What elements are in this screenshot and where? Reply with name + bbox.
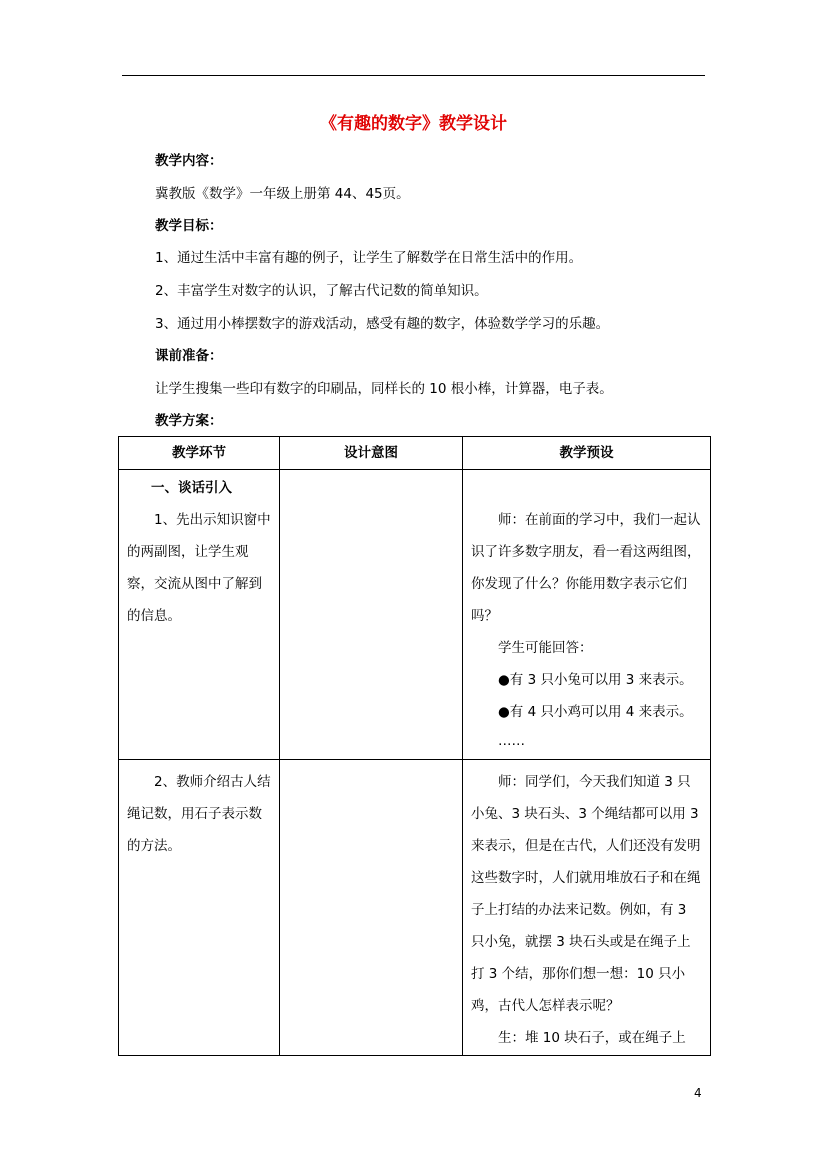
section-prep-heading: 课前准备：	[155, 348, 223, 364]
row1-preset-bullet-1: ●有 3 只小兔可以用 3 来表示。	[498, 672, 693, 688]
goal-item-2: 2、丰富学生对数字的认识，了解古代记数的简单知识。	[155, 283, 488, 299]
row1-preset-ellipsis: ……	[498, 733, 525, 749]
row1-preset-text: 师：在前面的学习中，我们一起认识了许多数字朋友，看一看这两组图，你发现了什么？你能用数字表示它们吗？	[471, 512, 701, 624]
row2-stage-text: 2、教师介绍古人结绳记数，用石子表示数的方法。	[127, 774, 271, 854]
section-content-text: 冀教版《数学》一年级上册第 44、45页。	[155, 186, 410, 202]
header-rule	[122, 75, 705, 76]
row1-subheading: 一、谈话引入	[151, 480, 232, 496]
table-row	[119, 760, 711, 1056]
header-intent: 设计意图	[280, 437, 463, 470]
goal-item-3: 3、通过用小棒摆数字的游戏活动，感受有趣的数字，体验数学学习的乐趣。	[155, 316, 610, 332]
section-content-heading: 教学内容：	[155, 153, 223, 169]
row1-preset-answer-intro: 学生可能回答：	[498, 640, 593, 656]
teaching-plan-table	[118, 436, 711, 1056]
section-goals-heading: 教学目标：	[155, 218, 223, 234]
row2-stage-cell	[119, 760, 280, 1056]
section-prep-text: 让学生搜集一些印有数字的印刷品，同样长的 10 根小棒，计算器，电子表。	[155, 381, 613, 397]
document-title: 《有趣的数字》教学设计	[320, 114, 507, 134]
row1-intent-cell	[280, 470, 463, 760]
row1-stage-cell	[119, 470, 280, 760]
row2-preset-cell	[463, 760, 711, 1056]
table-header-row	[119, 437, 711, 470]
table-row	[119, 470, 711, 760]
row1-preset-bullet-2: ●有 4 只小鸡可以用 4 来表示。	[498, 704, 693, 720]
header-stage: 教学环节	[119, 437, 280, 470]
header-preset: 教学预设	[463, 437, 711, 470]
goal-item-1: 1、通过生活中丰富有趣的例子，让学生了解数学在日常生活中的作用。	[155, 250, 583, 266]
page-number: 4	[694, 1086, 702, 1100]
row1-stage-text: 1、先出示知识窗中的两副图，让学生观察，交流从图中了解到的信息。	[127, 512, 271, 624]
row1-preset-cell	[463, 470, 711, 760]
row2-preset-text: 师：同学们，今天我们知道 3 只小兔、3 块石头、3 个绳结都可以用 3 来表示，但是在古代，人们还没有发明这些数字时，人们就用堆放石子和在绳子上打结的办法来记数。例如，有 3 只小兔，就摆 3 块石头或是在绳子上打 3 个结，那你们想一想：10 只小鸡，古代人怎样表示呢？	[471, 774, 701, 1014]
row2-intent-cell	[280, 760, 463, 1056]
section-plan-heading: 教学方案：	[155, 413, 223, 429]
row2-preset-student: 生：堆 10 块石子，或在绳子上	[498, 1030, 686, 1046]
